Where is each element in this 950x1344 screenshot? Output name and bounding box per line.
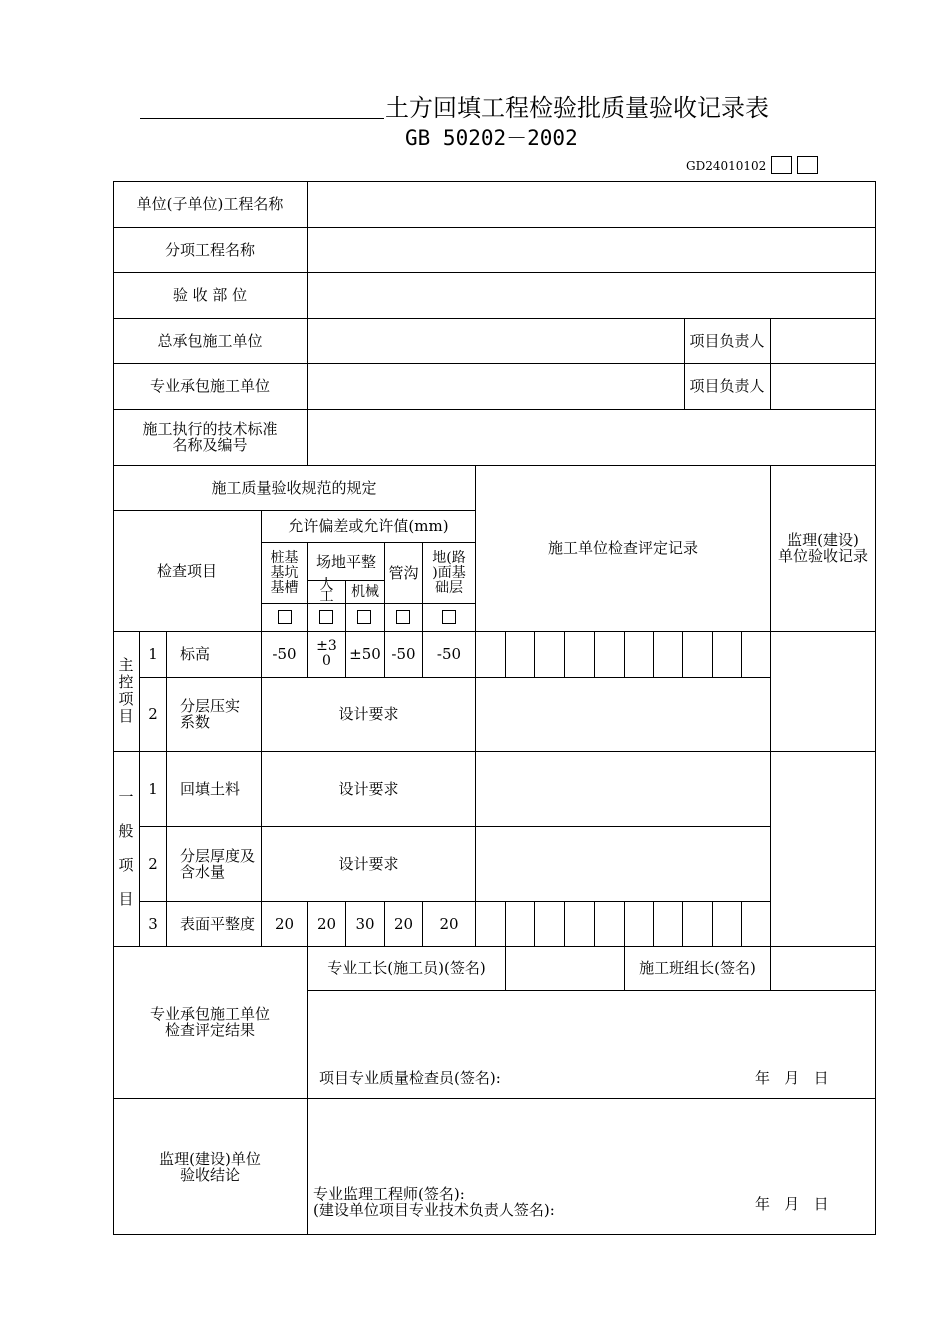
- value-ditch: -50: [391, 645, 416, 663]
- foreman-signature[interactable]: [506, 947, 624, 990]
- value-pile: -50: [272, 645, 297, 663]
- design-requirement: 设计要求: [338, 705, 399, 723]
- record-grid-line: [741, 631, 742, 677]
- record-grid-line: [712, 631, 713, 677]
- table-rule: [166, 631, 167, 946]
- item-name-elevation: 标高: [180, 645, 211, 663]
- checkbox-manual[interactable]: [319, 610, 333, 624]
- subitem-name-label: 分项工程名称: [164, 240, 255, 259]
- construction-record-header: 施工单位检查评定记录: [547, 539, 698, 557]
- general-contractor-label: 总承包施工单位: [157, 331, 263, 350]
- form-code: GD24010102: [686, 159, 767, 173]
- record-grid-line: [624, 631, 625, 677]
- project-manager-field-1[interactable]: [771, 319, 875, 363]
- team-leader-signature[interactable]: [771, 947, 875, 990]
- unit-name-field[interactable]: [308, 182, 875, 227]
- location-label: 验 收 部 位: [172, 286, 248, 304]
- record-grid-line: [653, 631, 654, 677]
- foreman-label: 专业工长(施工员)(签名): [327, 959, 486, 977]
- row-number: 1: [148, 645, 158, 663]
- project-manager-label: 项目负责人: [689, 331, 765, 350]
- item-name-compaction: 分层压实 系数: [180, 697, 241, 731]
- main-control-group-label: 主 控 项 目: [118, 656, 134, 725]
- general-contractor-field[interactable]: [308, 319, 684, 363]
- value-machine: 30: [355, 914, 375, 933]
- title-underline: [140, 118, 384, 119]
- design-requirement: 设计要求: [338, 854, 399, 873]
- general-group-label: 一 般 项 目: [118, 788, 134, 908]
- record-grid-line: [682, 631, 683, 677]
- col-manual-header: 人 工: [319, 577, 334, 605]
- value-machine: ±50: [349, 645, 381, 663]
- checkbox-ditch[interactable]: [396, 610, 410, 624]
- record-grid-line: [712, 901, 713, 946]
- record-field[interactable]: [476, 752, 770, 826]
- team-leader-label: 施工班组长(签名): [639, 959, 756, 977]
- tech-standard-field[interactable]: [308, 410, 875, 465]
- subitem-name-field[interactable]: [308, 228, 875, 272]
- design-requirement: 设计要求: [338, 779, 399, 798]
- project-manager-field-2[interactable]: [771, 364, 875, 409]
- record-grid-line: [594, 631, 595, 677]
- checkbox-pile[interactable]: [278, 610, 292, 624]
- table-rule: [308, 990, 876, 991]
- value-road: -50: [436, 645, 462, 663]
- inspector-label: 项目专业质量检查员(签名):: [319, 1069, 501, 1087]
- record-field[interactable]: [476, 678, 770, 751]
- supervision-field-main[interactable]: [771, 632, 875, 751]
- form-code-box-1[interactable]: [771, 156, 792, 174]
- record-grid-line: [505, 901, 506, 946]
- record-grid-line: [505, 631, 506, 677]
- tolerance-header: 允许偏差或允许值(mm): [288, 517, 449, 535]
- checkbox-machine[interactable]: [357, 610, 371, 624]
- value-road: 20: [439, 914, 459, 933]
- record-grid-line: [534, 631, 535, 677]
- col-machine-header: 机械: [351, 583, 379, 600]
- record-grid-line: [624, 901, 625, 946]
- record-grid-line: [594, 901, 595, 946]
- tech-standard-label: 施工执行的技术标准 名称及编号: [142, 420, 278, 454]
- value-ditch: 20: [393, 914, 414, 933]
- supervision-field-general[interactable]: [771, 752, 875, 946]
- supervising-engineer-label: 专业监理工程师(签名): (建设单位项目专业技术负责人签名):: [313, 1185, 555, 1219]
- item-name-layer-thickness: 分层厚度及 含水量: [180, 846, 256, 881]
- sub-contractor-label: 专业承包施工单位: [149, 377, 270, 395]
- date-label: 年 月 日: [755, 1069, 829, 1087]
- table-rule: [262, 603, 476, 604]
- value-pile: 20: [274, 914, 295, 933]
- form-code-box-2[interactable]: [797, 156, 818, 174]
- record-field[interactable]: [476, 827, 770, 901]
- date-label: 年 月 日: [755, 1195, 829, 1213]
- record-grid-line: [682, 901, 683, 946]
- standard-code: GB 50202－2002: [405, 126, 578, 150]
- col-road-header: 地(路 )面基 础层: [432, 549, 466, 596]
- col-pile-header: 桩基 基坑 基槽: [270, 549, 299, 596]
- item-name-fill-material: 回填土料: [180, 779, 241, 798]
- supervision-conclusion-label: 监理(建设)单位 验收结论: [159, 1149, 261, 1184]
- record-grid-line: [534, 901, 535, 946]
- value-manual: ±3 0: [316, 638, 337, 669]
- location-field[interactable]: [308, 273, 875, 318]
- record-grid-line: [564, 631, 565, 677]
- item-name-flatness: 表面平整度: [180, 914, 256, 933]
- row-number: 2: [148, 854, 158, 873]
- record-grid-line: [653, 901, 654, 946]
- sub-contractor-field[interactable]: [308, 364, 684, 409]
- value-manual: 20: [316, 914, 337, 933]
- unit-name-label: 单位(子单位)工程名称: [136, 195, 284, 213]
- record-grid-line: [564, 901, 565, 946]
- row-number: 1: [148, 779, 158, 798]
- col-site-header: 场地平整: [315, 552, 376, 571]
- record-grid-line: [741, 901, 742, 946]
- supervision-record-header: 监理(建设) 单位验收记录: [777, 531, 868, 565]
- row-number: 3: [148, 914, 158, 933]
- checkbox-road[interactable]: [442, 610, 456, 624]
- row-number: 2: [148, 705, 158, 723]
- page-title: 土方回填工程检验批质量验收记录表: [385, 94, 769, 122]
- sub-result-label: 专业承包施工单位 检查评定结果: [149, 1005, 270, 1039]
- inspection-item-header: 检查项目: [156, 561, 217, 580]
- project-manager-label: 项目负责人: [689, 377, 765, 395]
- regulation-header: 施工质量验收规范的规定: [211, 478, 377, 497]
- col-ditch-header: 管沟: [388, 564, 419, 582]
